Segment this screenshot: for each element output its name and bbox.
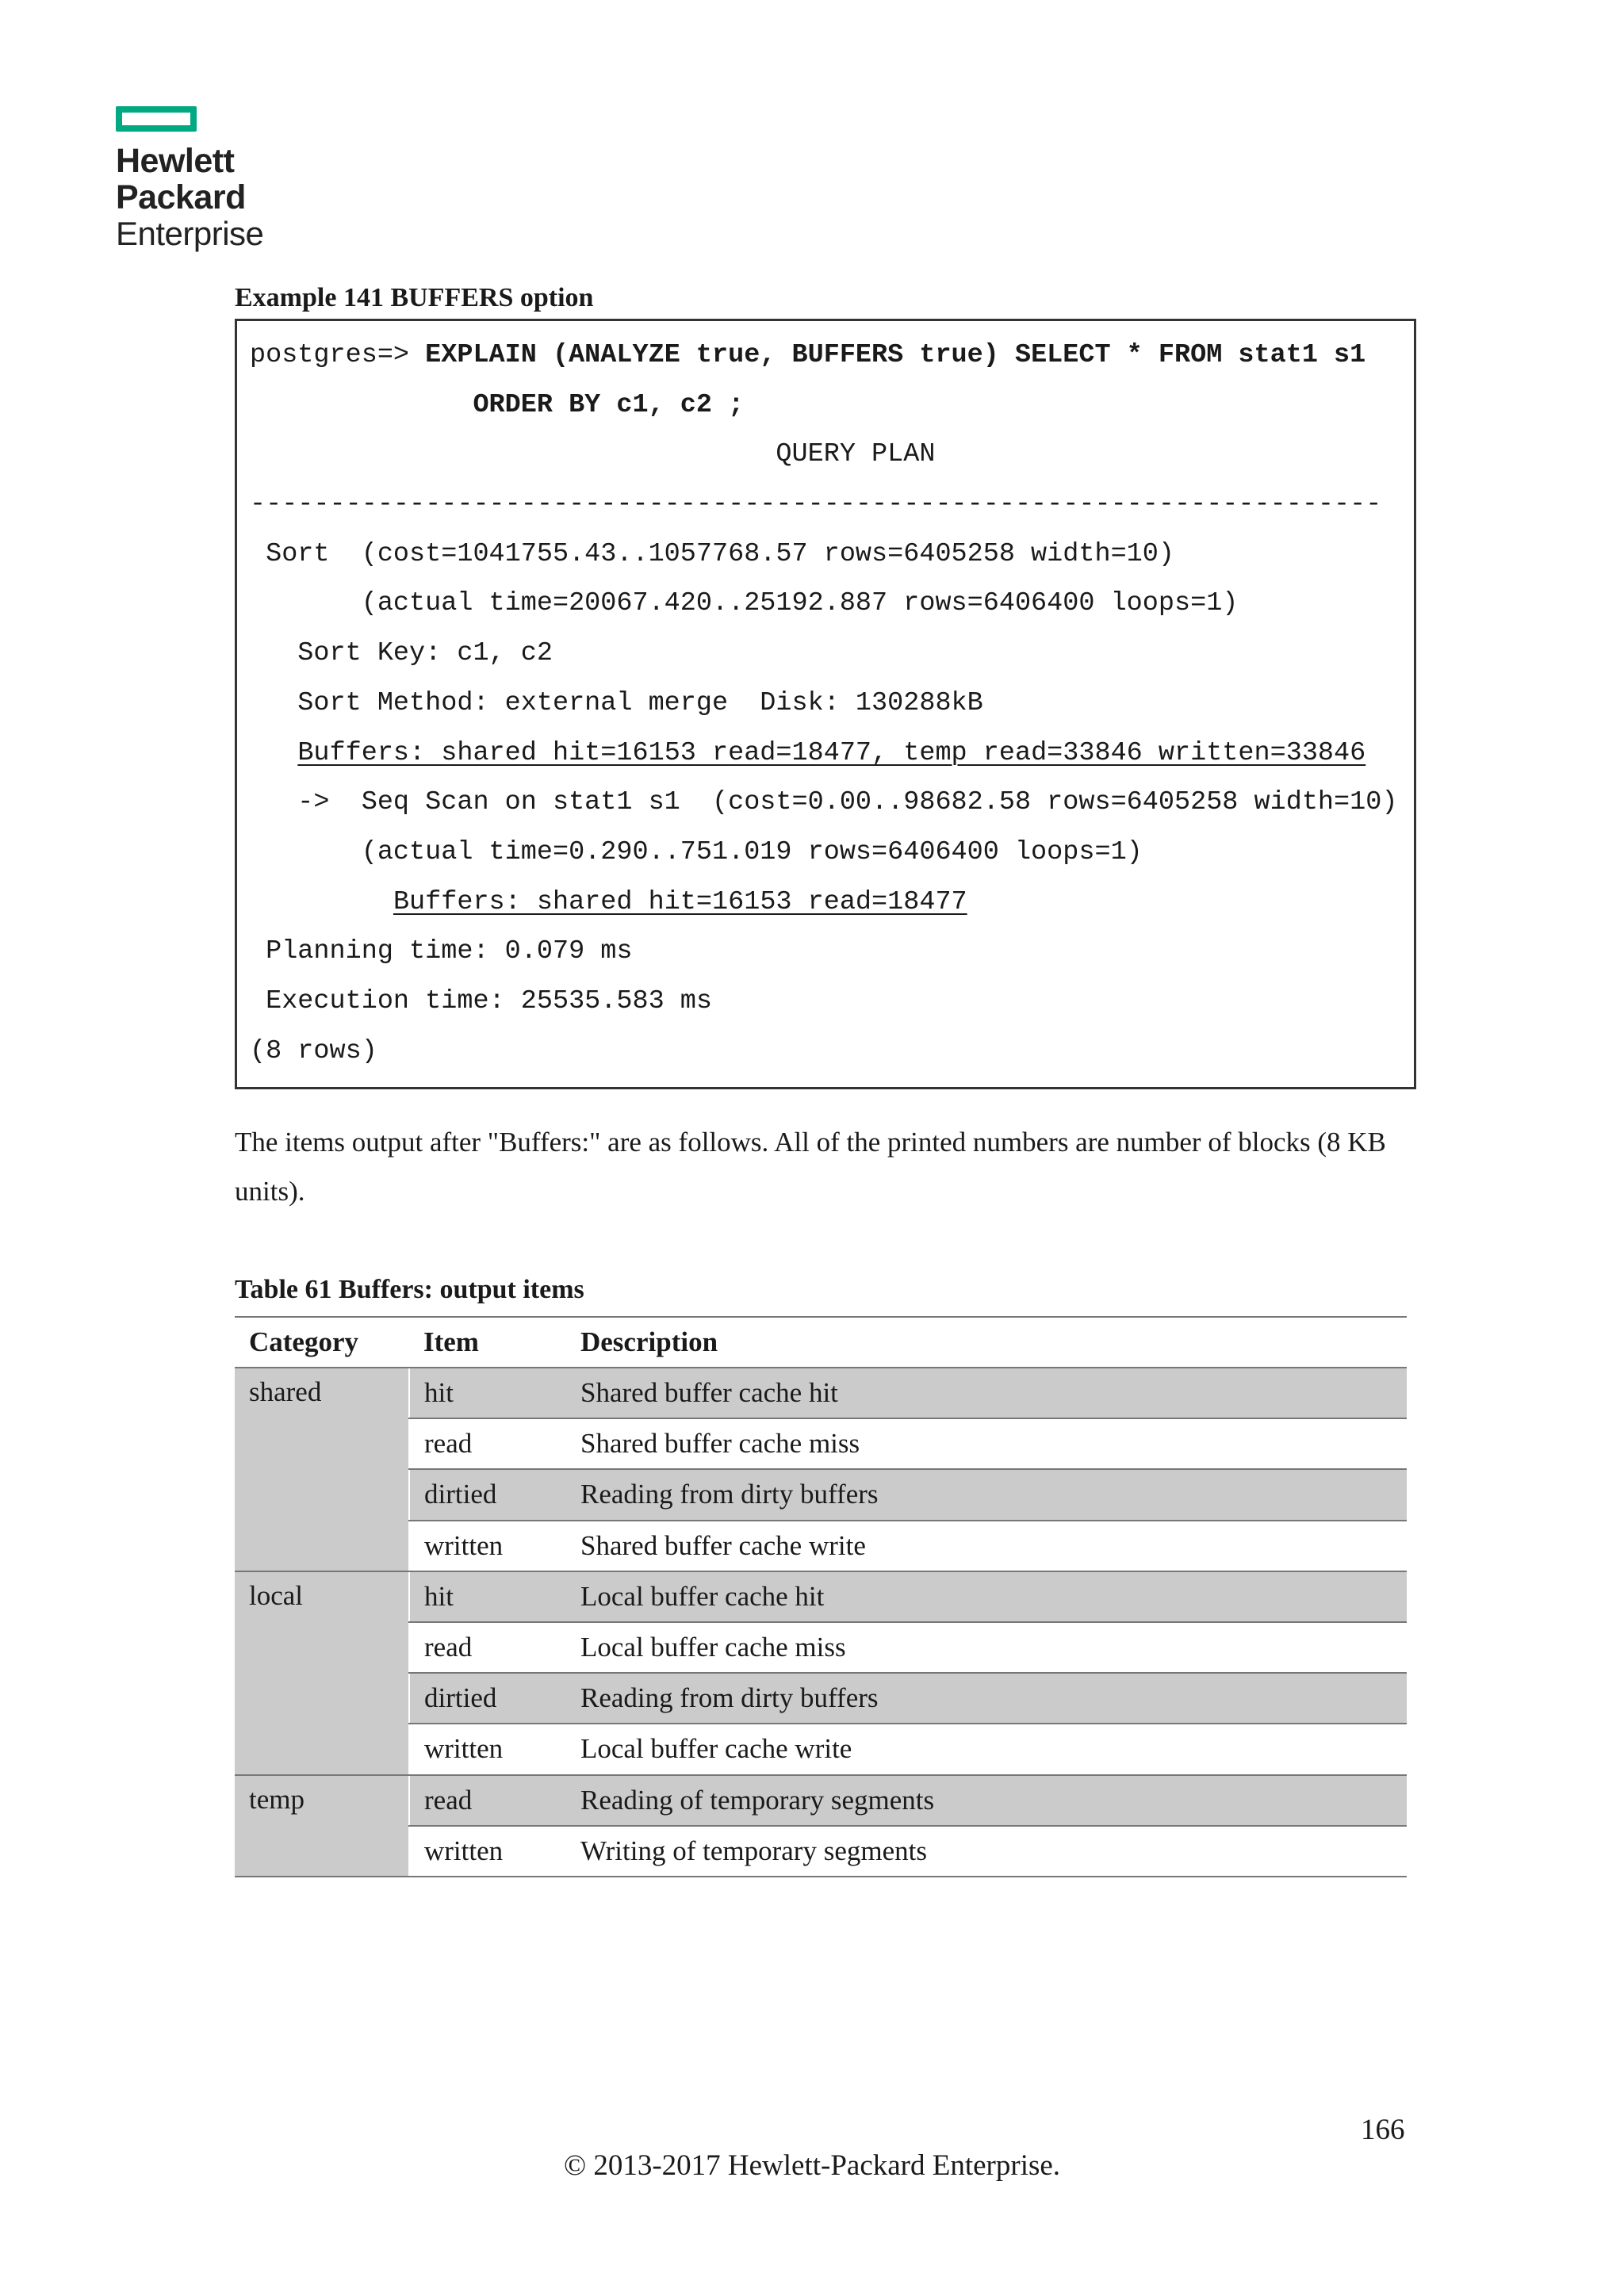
logo-text-line1: Hewlett Packard <box>116 142 246 216</box>
code-line <box>250 977 1408 1027</box>
code-example-box <box>235 319 1416 1089</box>
code-line <box>250 530 1408 580</box>
code-line <box>250 778 1408 828</box>
table-row <box>235 1418 1407 1469</box>
item-cell: hit <box>409 1368 566 1418</box>
header-category: Category <box>235 1317 409 1368</box>
code-line <box>250 828 1408 878</box>
description-cell: Reading of temporary segments <box>566 1775 1407 1826</box>
item-cell: dirtied <box>409 1673 566 1724</box>
logo-bar-mark <box>116 106 197 132</box>
code-line <box>250 729 1408 779</box>
code-segment: ORDER BY c1, c2 ; <box>473 389 745 420</box>
item-cell: written <box>409 1826 566 1877</box>
category-cell: local <box>235 1571 409 1775</box>
code-segment: (actual time=0.290..751.019 rows=6406400 loops=1) <box>250 836 1143 867</box>
description-cell: Reading from dirty buffers <box>566 1673 1407 1724</box>
table-header-row <box>235 1317 1407 1368</box>
code-line <box>250 878 1408 928</box>
code-line <box>250 1027 1408 1077</box>
table-row <box>235 1622 1407 1673</box>
code-line <box>250 629 1408 679</box>
code-segment: Sort (cost=1041755.43..1057768.57 rows=6405258 width=10) <box>250 538 1174 569</box>
code-segment: EXPLAIN (ANALYZE true, BUFFERS true) SELECT * FROM stat1 s1 <box>425 340 1366 370</box>
buffers-highlight: Buffers: shared hit=16153 read=18477, temp read=33846 written=33846 <box>297 737 1366 768</box>
table-row <box>235 1469 1407 1520</box>
table-row <box>235 1571 1407 1622</box>
item-cell: read <box>409 1775 566 1826</box>
code-segment: Sort Key: c1, c2 <box>250 638 553 669</box>
table-row <box>235 1724 1407 1774</box>
description-cell: Local buffer cache write <box>566 1724 1407 1774</box>
description-cell: Shared buffer cache miss <box>566 1418 1407 1469</box>
buffers-highlight: Buffers: shared hit=16153 read=18477 <box>393 886 967 917</box>
code-lines <box>250 331 1408 1076</box>
code-line <box>250 381 1408 430</box>
code-segment: Sort Method: external merge Disk: 130288kB <box>250 687 983 718</box>
body-paragraph: The items output after "Buffers:" are as follows. All of the printed numbers are number of blocks (8 KB units). <box>235 1127 1386 1207</box>
code-line <box>250 927 1408 977</box>
description-cell: Shared buffer cache hit <box>566 1368 1407 1418</box>
item-cell: written <box>409 1521 566 1571</box>
code-segment: -> Seq Scan on stat1 s1 (cost=0.00..98682.58 rows=6405258 width=10) <box>250 787 1398 818</box>
category-cell: temp <box>235 1775 409 1877</box>
description-cell: Reading from dirty buffers <box>566 1469 1407 1520</box>
table-row <box>235 1521 1407 1571</box>
page-number: 166 <box>1361 2114 1405 2146</box>
header-item: Item <box>409 1317 566 1368</box>
code-line <box>250 331 1408 381</box>
buffers-table <box>235 1316 1407 1877</box>
hpe-logo <box>116 106 370 252</box>
table-row <box>235 1826 1407 1877</box>
code-segment <box>250 887 393 917</box>
table-caption: Table 61 Buffers: output items <box>235 1275 584 1304</box>
code-segment: (8 rows) <box>250 1035 377 1066</box>
table-row <box>235 1673 1407 1724</box>
code-segment: Execution time: 25535.583 ms <box>250 985 712 1016</box>
code-segment: (actual time=20067.420..25192.887 rows=6406400 loops=1) <box>250 588 1239 619</box>
code-segment: Planning time: 0.079 ms <box>250 936 633 967</box>
description-cell: Shared buffer cache write <box>566 1521 1407 1571</box>
item-cell: written <box>409 1724 566 1774</box>
item-cell: read <box>409 1622 566 1673</box>
item-cell: read <box>409 1418 566 1469</box>
item-cell: hit <box>409 1571 566 1622</box>
code-segment: postgres=> <box>250 340 426 370</box>
description-cell: Writing of temporary segments <box>566 1826 1407 1877</box>
code-segment <box>250 738 297 768</box>
code-segment: QUERY PLAN <box>250 439 936 470</box>
code-line <box>250 430 1408 480</box>
logo-text-line2: Enterprise <box>116 215 264 252</box>
code-segment: ----------------------------------------------------------------------- <box>250 489 1382 520</box>
code-segment <box>250 390 473 420</box>
code-line <box>250 679 1408 729</box>
item-cell: dirtied <box>409 1469 566 1520</box>
table-row <box>235 1775 1407 1826</box>
description-cell: Local buffer cache miss <box>566 1622 1407 1673</box>
code-line <box>250 579 1408 629</box>
header-description: Description <box>566 1317 1407 1368</box>
example-caption: Example 141 BUFFERS option <box>235 283 594 312</box>
table-row <box>235 1368 1407 1418</box>
category-cell: shared <box>235 1368 409 1571</box>
code-line <box>250 480 1408 530</box>
copyright-footer: © 2013-2017 Hewlett-Packard Enterprise. <box>563 2149 1061 2182</box>
description-cell: Local buffer cache hit <box>566 1571 1407 1622</box>
